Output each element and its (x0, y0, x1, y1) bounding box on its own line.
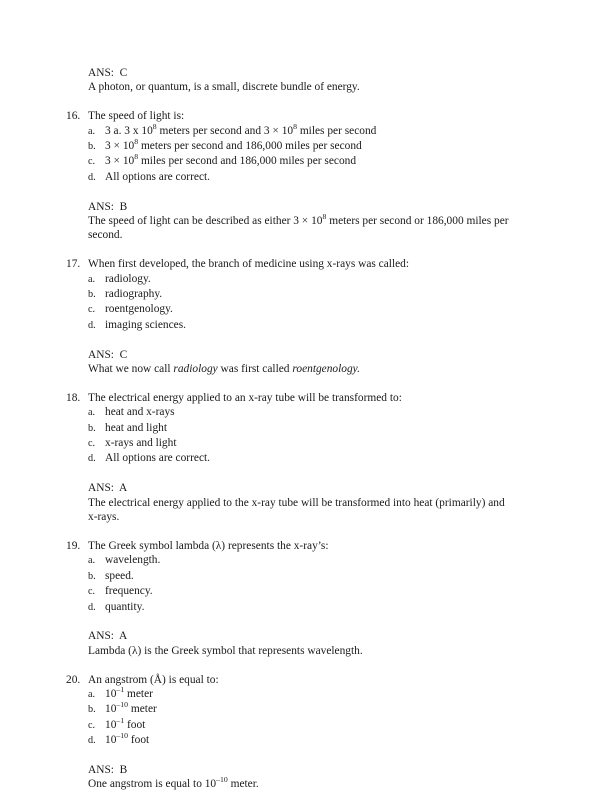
answer-label-line: ANS: A (88, 482, 128, 495)
option-text: x-rays and light (105, 437, 177, 450)
option-letter: c. (88, 438, 96, 450)
option-list (88, 121, 512, 186)
question-heading (66, 539, 512, 553)
question-heading (66, 391, 512, 405)
option-letter: c. (88, 304, 96, 316)
option-text-mid: meters per second and 186,000 miles per second (138, 140, 362, 153)
question-stem: The electrical energy applied to an x-ray tube will be transformed to: (88, 391, 402, 404)
option-superscript: –10 (116, 731, 129, 741)
answer-label-line: ANS: A (88, 630, 128, 643)
option-item[interactable] (88, 702, 512, 717)
option-letter: d. (88, 319, 96, 331)
option-letter: d. (88, 735, 96, 747)
option-text (105, 715, 512, 732)
option-letter: a. (88, 688, 96, 700)
question-stem: The Greek symbol lambda (λ) represents the x-ray’s: (88, 539, 329, 552)
answer-block (88, 481, 512, 524)
option-item[interactable] (88, 436, 512, 451)
answer-block (88, 629, 512, 658)
option-superscript: –1 (116, 685, 125, 695)
option-text (105, 139, 512, 153)
option-letter: a. (88, 273, 96, 285)
option-superscript-2: 8 (293, 121, 297, 131)
answer-rationale: The electrical energy applied to the x-ray tube will be transformed into heat (primarily) and x-rays. (88, 496, 505, 524)
option-item[interactable] (88, 553, 512, 568)
answer-rationale (88, 777, 512, 791)
option-text (105, 702, 512, 716)
option-unit: foot (128, 734, 150, 747)
rationale-part-2: was first called (217, 363, 293, 376)
option-item[interactable] (88, 170, 512, 185)
option-text-mid: meters per second and 3 × 10 (156, 124, 294, 137)
option-superscript-1: 8 (152, 121, 157, 131)
option-item[interactable] (88, 584, 512, 599)
question-heading (66, 257, 512, 271)
option-text: speed. (105, 569, 134, 582)
answer-label-line: ANS: C (88, 348, 128, 361)
option-letter: b. (88, 422, 96, 434)
option-item[interactable] (88, 405, 512, 420)
option-text (105, 687, 512, 701)
option-item[interactable] (88, 600, 512, 615)
answer-rationale (88, 214, 512, 243)
option-text-mid: miles per second and 186,000 miles per second (138, 155, 357, 168)
option-letter: a. (88, 555, 96, 567)
option-letter: d. (88, 601, 96, 613)
option-unit: meter (124, 687, 153, 700)
option-list (88, 687, 512, 749)
option-item[interactable] (88, 154, 512, 169)
question-number: 19. (66, 539, 81, 552)
option-item[interactable] (88, 687, 512, 702)
option-item[interactable] (88, 733, 512, 748)
option-base: 10 (105, 734, 117, 747)
question-heading (66, 673, 512, 687)
answer-rationale: Lambda (λ) is the Greek symbol that represents wavelength. (88, 644, 363, 657)
option-item[interactable] (88, 318, 512, 333)
rationale-superscript: –10 (216, 775, 228, 785)
question-stem: When first developed, the branch of medicine using x-rays was called: (88, 258, 410, 271)
rationale-pre: One angstrom is equal to 10 (88, 778, 217, 791)
rationale-post: meter. (227, 778, 259, 791)
answer-rationale: A photon, or quantum, is a small, discrete bundle of energy. (88, 81, 360, 94)
option-text-pre: 3 × 10 (105, 140, 135, 153)
option-item[interactable] (88, 302, 512, 317)
rationale-pre: The speed of light can be described as either 3 × 10 (88, 215, 323, 228)
question-block-18 (66, 391, 512, 525)
option-text (105, 733, 512, 747)
option-letter: b. (88, 704, 96, 716)
document-text-flow (66, 66, 512, 792)
option-text: radiography. (105, 288, 163, 301)
option-letter: b. (88, 289, 96, 301)
question-stem: The speed of light is: (88, 110, 185, 123)
option-letter: c. (88, 586, 96, 598)
question-number: 17. (66, 258, 81, 271)
option-text: roentgenology. (105, 303, 173, 316)
option-list (88, 272, 512, 334)
option-unit: foot (124, 718, 146, 731)
option-text: imaging sciences. (105, 318, 186, 331)
option-letter: c. (88, 156, 96, 168)
option-item[interactable] (88, 121, 512, 139)
question-heading (66, 109, 512, 123)
option-item[interactable] (88, 139, 512, 154)
option-text: heat and light (105, 421, 167, 434)
option-item[interactable] (88, 272, 512, 287)
answer-block (88, 200, 512, 243)
answer-rationale (88, 362, 512, 376)
answer-block (88, 348, 512, 377)
option-superscript: –1 (116, 715, 125, 725)
rationale-italic-2: roentgenology. (292, 363, 360, 376)
option-text-post: miles per second (296, 124, 377, 137)
option-text (105, 154, 512, 168)
rationale-superscript: 8 (322, 212, 327, 222)
option-text: heat and x-rays (105, 406, 175, 419)
option-text: frequency. (105, 585, 153, 598)
option-letter: b. (88, 141, 96, 153)
option-text-pre: 3 × 10 (105, 155, 135, 168)
option-item[interactable] (88, 569, 512, 584)
option-text: All options are correct. (105, 452, 211, 465)
option-text: quantity. (105, 600, 145, 613)
option-superscript: –10 (116, 700, 129, 710)
rationale-italic-1: radiology (173, 363, 218, 376)
option-item[interactable] (88, 715, 512, 733)
option-letter: a. (88, 125, 96, 137)
question-number: 16. (66, 110, 81, 123)
answer-label-line: ANS: C (88, 67, 128, 79)
option-letter: c. (88, 719, 96, 731)
leading-answer-block (88, 66, 512, 95)
option-base: 10 (105, 687, 117, 700)
question-stem: An angstrom (Å) is equal to: (88, 673, 219, 686)
option-text (105, 121, 512, 138)
option-base: 10 (105, 703, 117, 716)
question-block-16 (66, 109, 512, 243)
option-text: radiology. (105, 272, 151, 285)
option-item[interactable] (88, 451, 512, 466)
option-superscript-1: 8 (134, 137, 139, 147)
question-block-17 (66, 257, 512, 376)
option-item[interactable] (88, 287, 512, 302)
answer-label-line: ANS: B (88, 200, 128, 213)
option-base: 10 (105, 718, 117, 731)
option-text: All options are correct. (105, 170, 211, 183)
option-item[interactable] (88, 421, 512, 436)
option-letter: d. (88, 453, 96, 465)
option-letter: d. (88, 171, 96, 183)
question-number: 18. (66, 391, 81, 404)
option-text: wavelength. (105, 554, 161, 567)
option-list (88, 553, 512, 615)
option-unit: meter (128, 703, 157, 716)
rationale-part-1: What we now call (88, 363, 174, 376)
question-block-19 (66, 539, 512, 658)
answer-block (88, 763, 512, 792)
option-list (88, 405, 512, 467)
rationale-post: meters per second or 186,000 miles per second. (88, 215, 509, 242)
question-block-20 (66, 673, 512, 792)
option-superscript-1: 8 (134, 152, 139, 162)
option-text-pre: 3 a. 3 x 10 (105, 124, 153, 137)
question-number: 20. (66, 673, 81, 686)
option-letter: b. (88, 570, 96, 582)
option-letter: a. (88, 407, 96, 419)
answer-label-line: ANS: B (88, 763, 128, 776)
